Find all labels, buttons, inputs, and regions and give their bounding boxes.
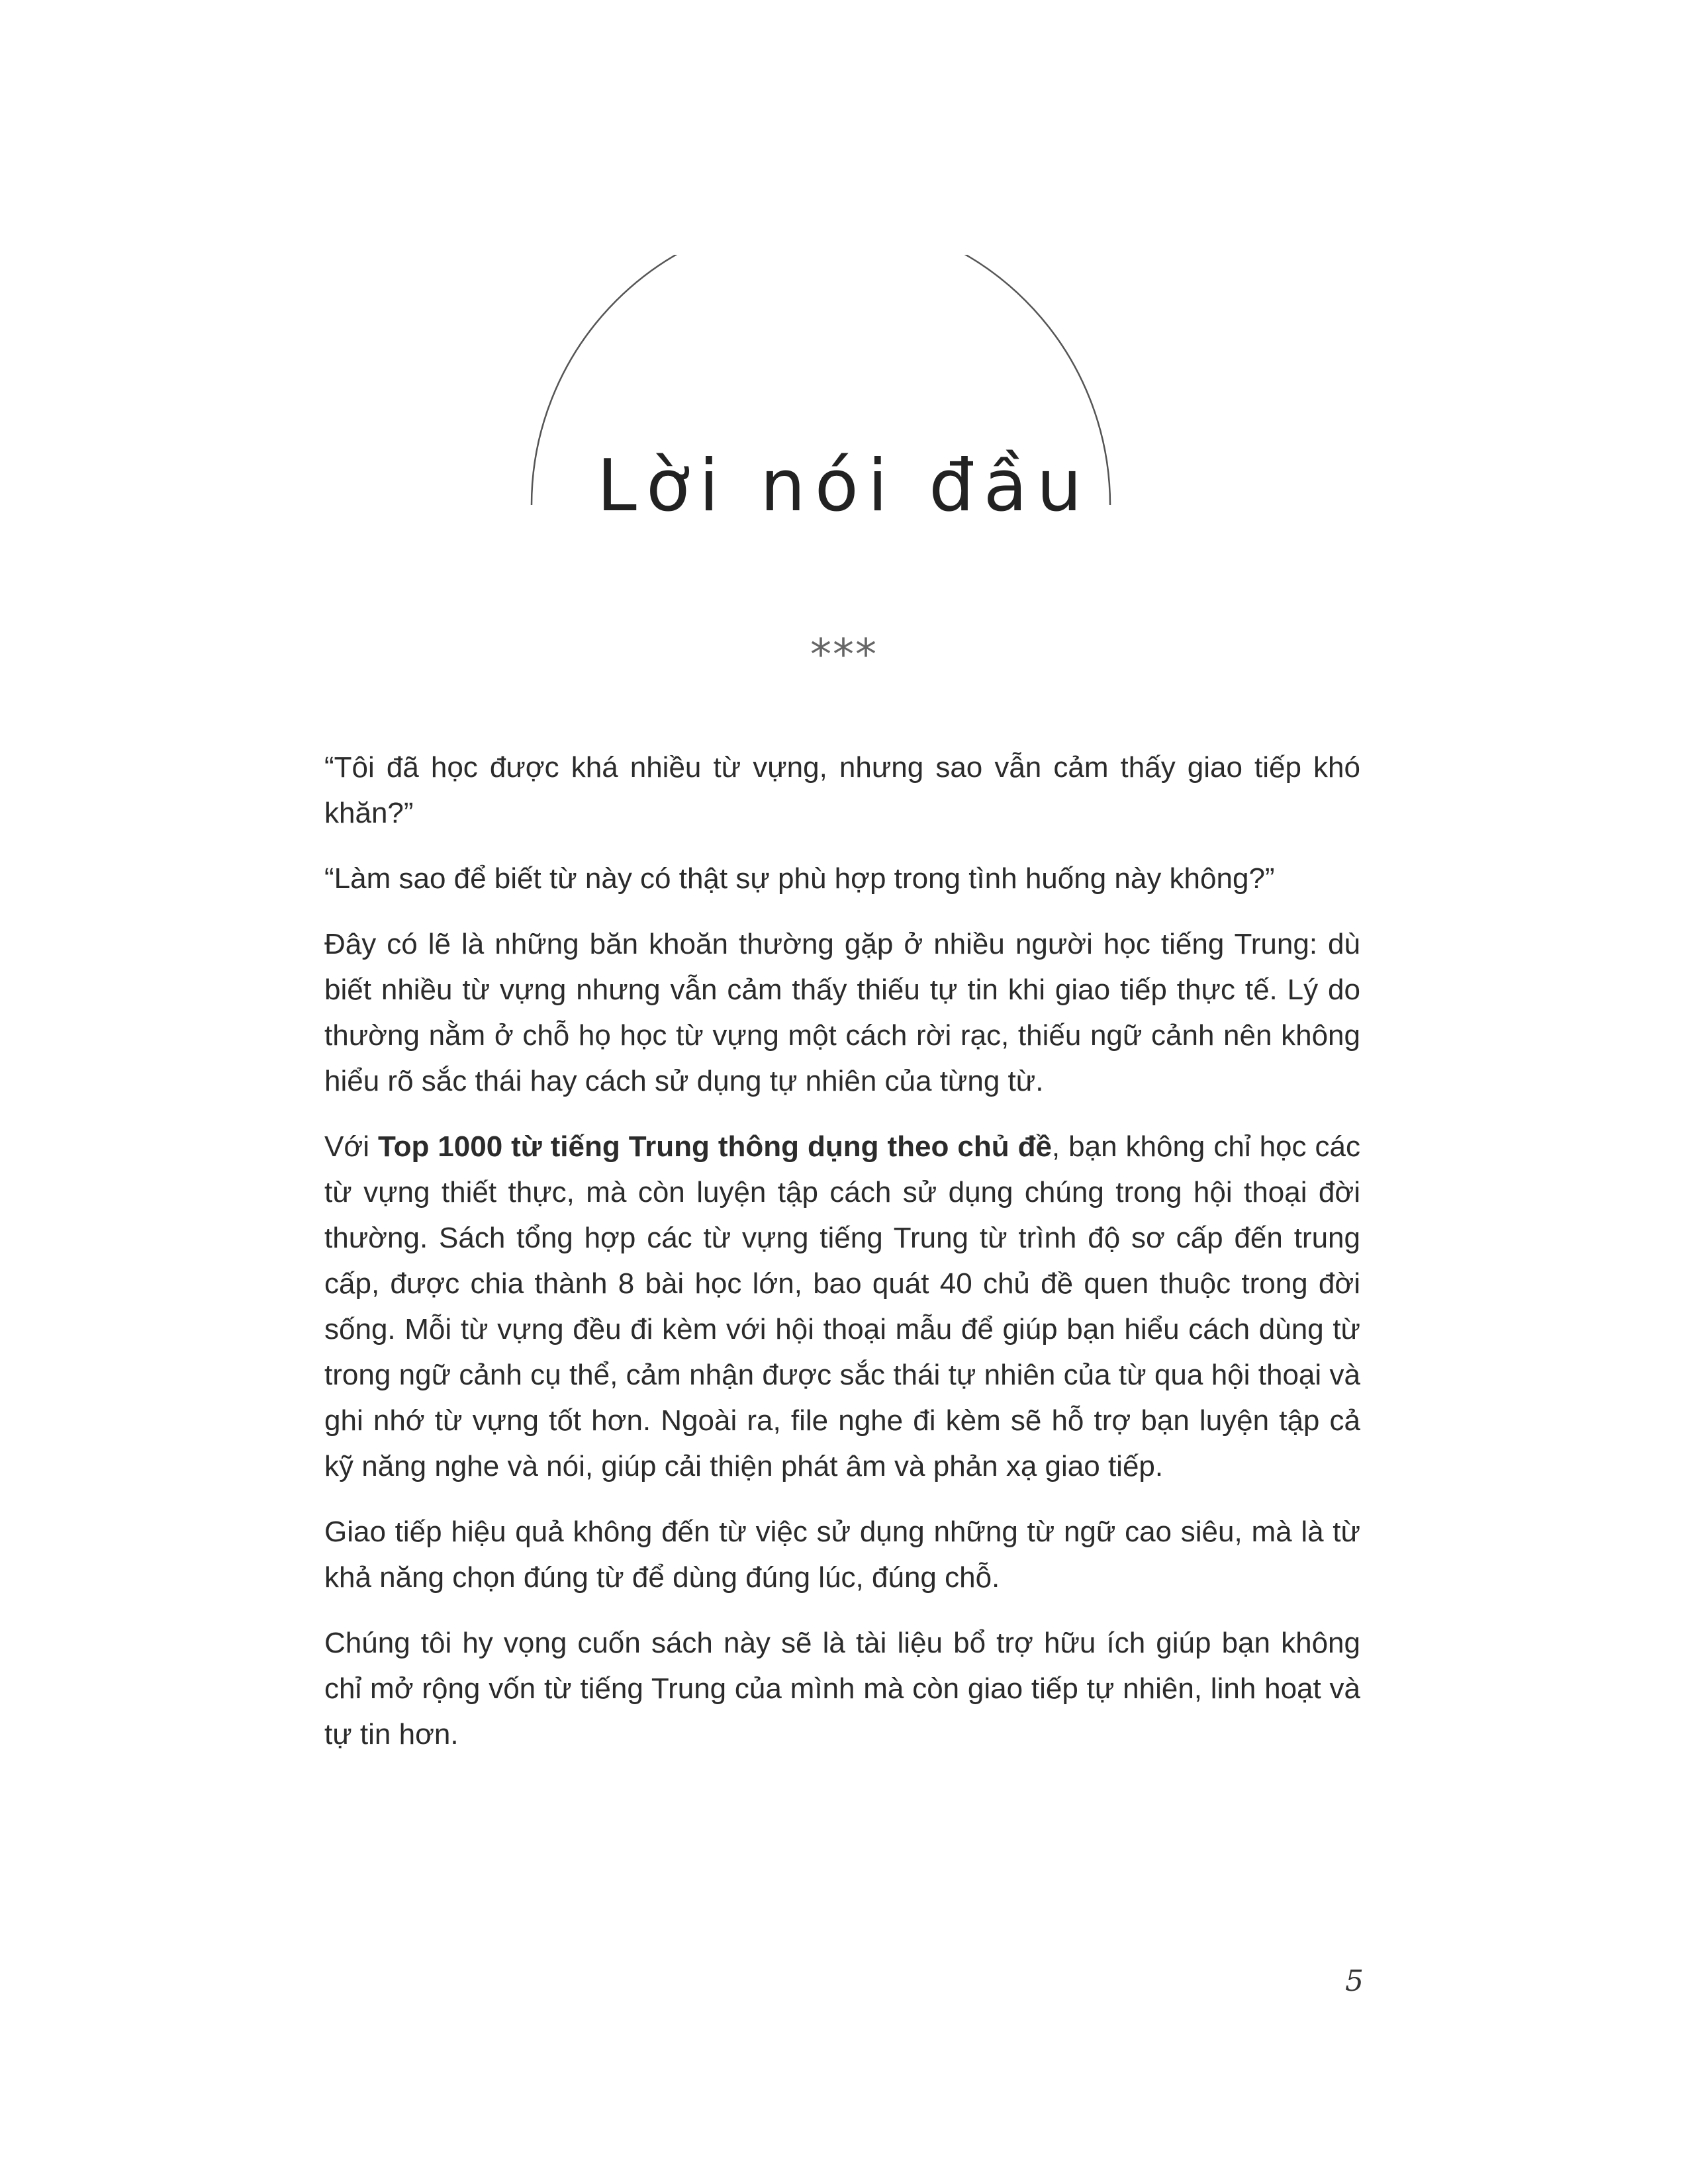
book-title-emphasis: Top 1000 từ tiếng Trung thông dụng theo chủ đề — [377, 1130, 1052, 1163]
paragraph-4-prefix: Với — [324, 1130, 378, 1163]
preface-body — [324, 745, 1360, 1777]
section-ornament: *** — [810, 631, 878, 680]
paragraph-6: Chúng tôi hy vọng cuốn sách này sẽ là tài liệu bổ trợ hữu ích giúp bạn không chỉ mở rộng vốn từ tiếng Trung của mình mà còn giao tiếp tự nhiên, linh hoạt và tự tin hơn. — [324, 1627, 1360, 1751]
paragraph-2: “Làm sao để biết từ này có thật sự phù hợp trong tình huống này không?” — [324, 862, 1275, 895]
paragraph-5: Giao tiếp hiệu quả không đến từ việc sử dụng những từ ngữ cao siêu, mà là từ khả năng chọn đúng từ để dùng đúng lúc, đúng chỗ. — [324, 1516, 1360, 1594]
paragraph-1: “Tôi đã học được khá nhiều từ vựng, nhưng sao vẫn cảm thấy giao tiếp khó khăn?” — [324, 751, 1360, 829]
paragraph-4-suffix: , bạn không chỉ học các từ vựng thiết thực, mà còn luyện tập cách sử dụng chúng trong hội thoại đời thường. Sách tổng hợp các từ vựng tiếng Trung từ trình độ sơ cấp đến trung cấp, được chia thành 8 bài học lớn, bao quát 40 chủ đề quen thuộc trong đời sống. Mỗi từ vựng đều đi kèm với hội thoại mẫu để giúp bạn hiểu cách dùng từ trong ngữ cảnh cụ thể, cảm nhận được sắc thái tự nhiên của từ qua hội thoại và ghi nhớ từ vựng tốt hơn. Ngoài ra, file nghe đi kèm sẽ hỗ trợ bạn luyện tập cả kỹ năng nghe và nói, giúp cải thiện phát âm và phản xạ giao tiếp. — [324, 1130, 1360, 1482]
paragraph-3: Đây có lẽ là những băn khoăn thường gặp ở nhiều người học tiếng Trung: dù biết nhiều từ vựng nhưng vẫn cảm thấy thiếu tự tin khi giao tiếp thực tế. Lý do thường nằm ở chỗ họ học từ vựng một cách rời rạc, thiếu ngữ cảnh nên không hiểu rõ sắc thái hay cách sử dụng tự nhiên của từng từ. — [324, 928, 1360, 1097]
page-number: 5 — [1345, 1964, 1364, 1998]
page-title: Lời nói đầu — [596, 445, 1092, 527]
paragraph-4 — [324, 1124, 1360, 1489]
